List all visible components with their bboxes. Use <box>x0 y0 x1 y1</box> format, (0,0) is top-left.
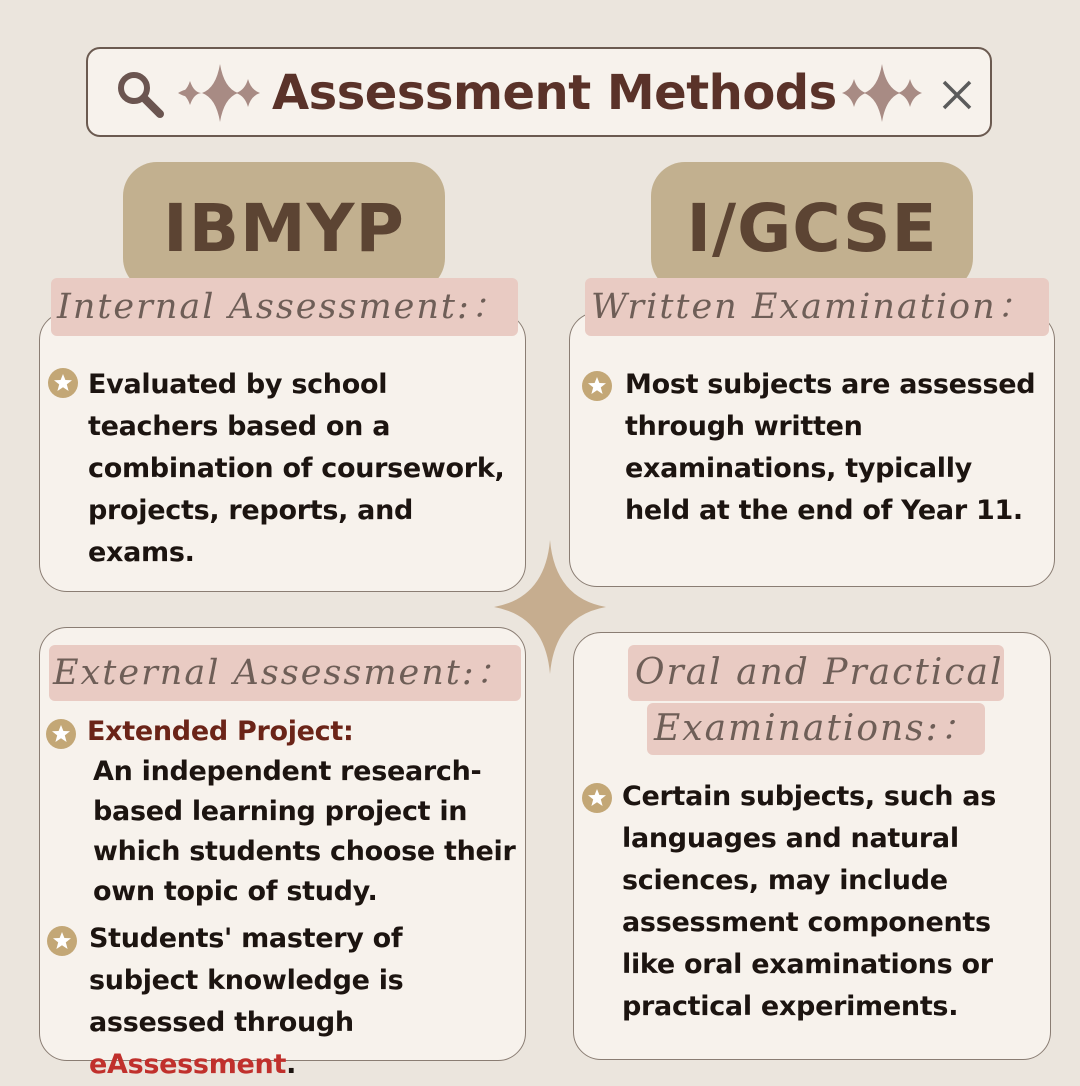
sparkle-icon <box>176 62 264 124</box>
star-bullet-icon <box>48 368 78 398</box>
close-icon[interactable] <box>936 70 978 118</box>
external-assessment-label: External Assessment:： <box>49 645 521 701</box>
internal-assessment-text: Evaluated by school teachers based on a combination of coursework, projects, reports, and exams. <box>88 369 505 568</box>
search-icon[interactable] <box>112 66 168 122</box>
eassessment-text: Students' mastery of subject knowledge is assessed through <box>89 923 404 1038</box>
sparkle-icon <box>838 62 926 124</box>
tab-igcse[interactable]: I/GCSE <box>651 162 973 292</box>
sparkle-icon <box>494 540 606 674</box>
oral-practical-text: Certain subjects, such as languages and natural sciences, may include assessment components like oral examinations or practical experiments. <box>622 781 996 1022</box>
oral-practical-label-line2: Examinations:： <box>647 703 985 755</box>
star-bullet-icon <box>46 719 76 749</box>
tab-ibmyp[interactable]: IBMYP <box>123 162 445 292</box>
written-examination-text: Most subjects are assessed through written examinations, typically held at the end of Year 11. <box>625 369 1036 526</box>
page-title: Assessment Methods <box>272 65 837 121</box>
star-bullet-icon <box>47 926 77 956</box>
star-bullet-icon <box>582 783 612 813</box>
written-examination-label: Written Examination： <box>585 278 1049 336</box>
internal-assessment-label: Internal Assessment:： <box>51 278 518 336</box>
extended-project-text: An independent research-based learning project in which students choose their own topic of study. <box>93 756 516 907</box>
extended-project-item <box>87 712 517 912</box>
eassessment-item <box>89 918 519 1086</box>
eassessment-period: . <box>286 1049 297 1080</box>
oral-practical-label-line1: Oral and Practical <box>628 645 1004 701</box>
eassessment-highlight: eAssessment <box>89 1049 287 1080</box>
star-bullet-icon <box>582 371 612 401</box>
extended-project-title: Extended Project: <box>87 716 354 747</box>
